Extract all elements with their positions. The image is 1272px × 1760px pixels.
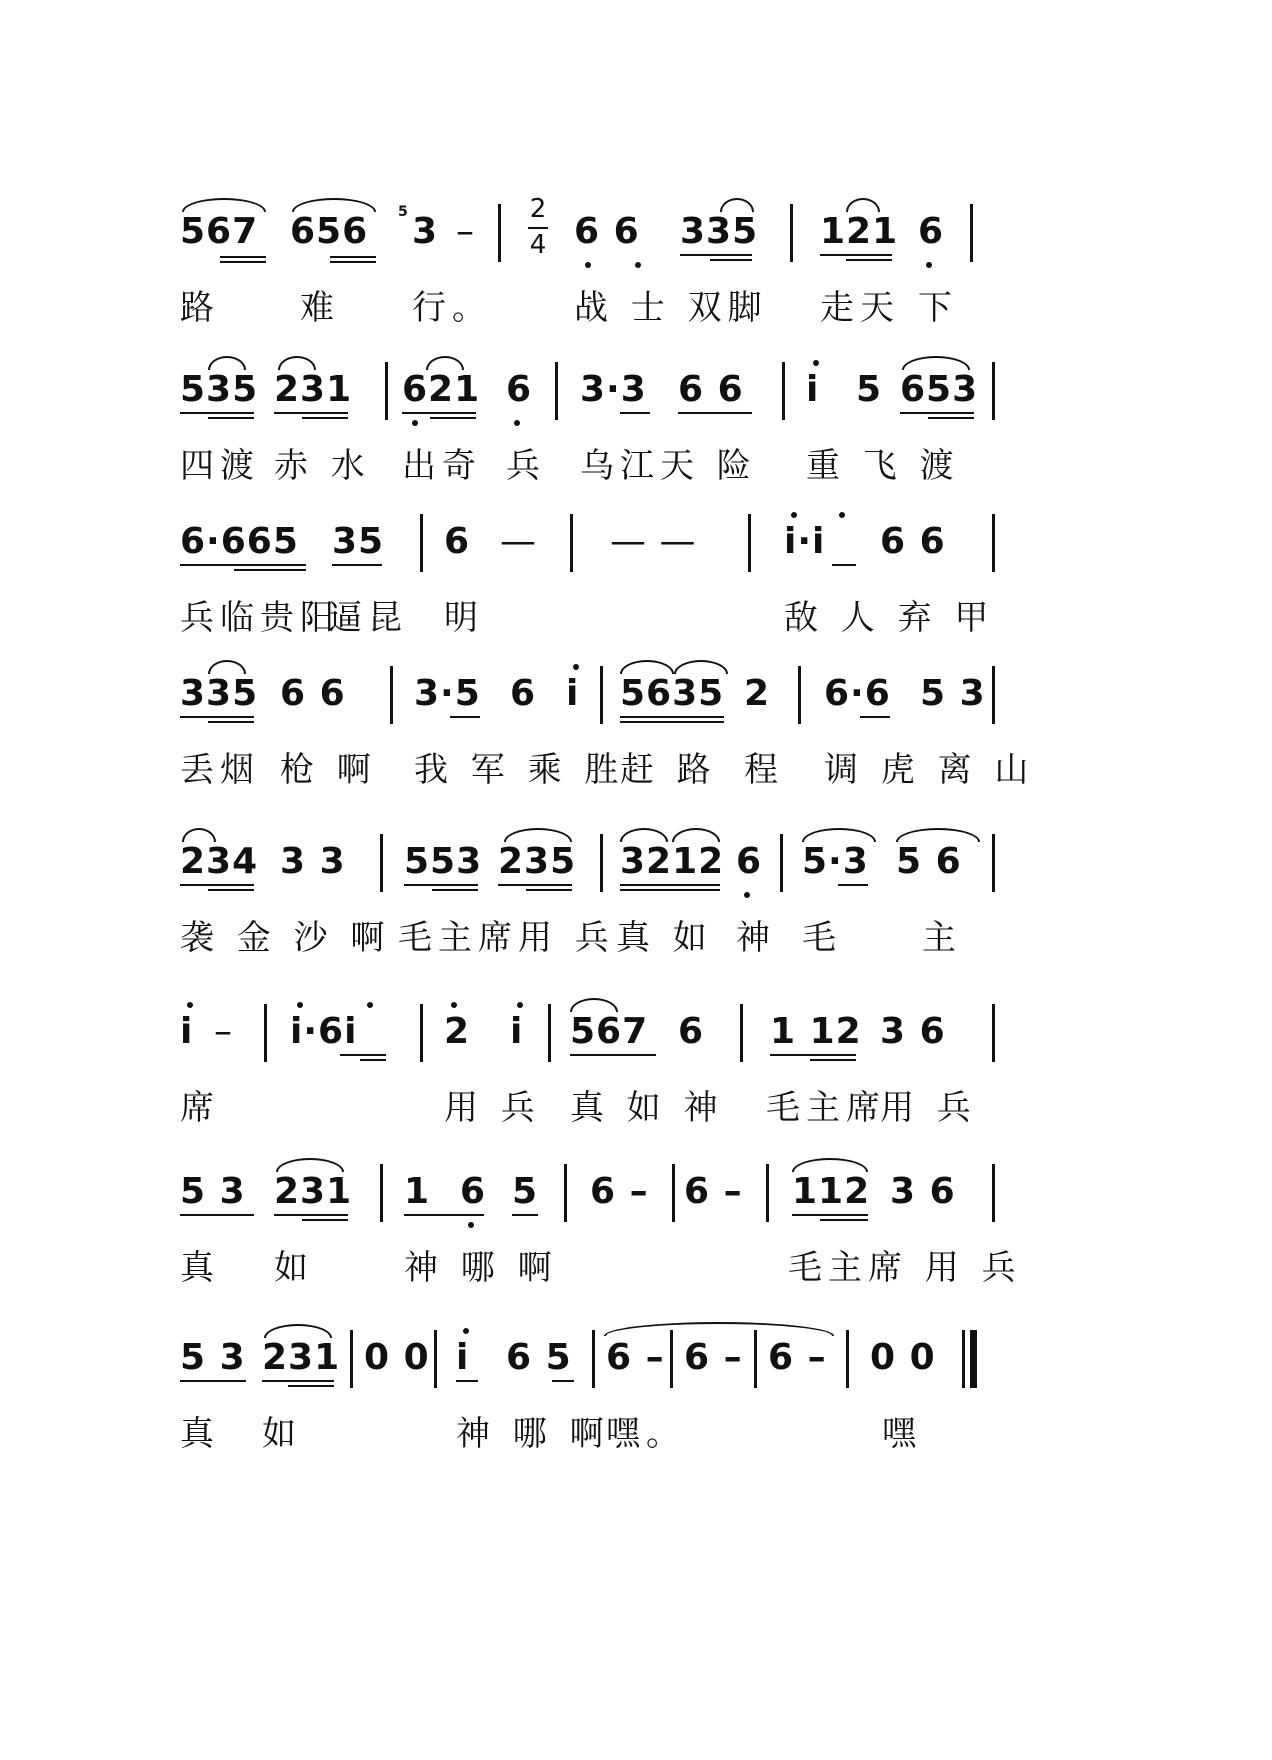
underline: [340, 1054, 386, 1056]
lyric: 赤 水: [274, 446, 371, 486]
underline: [208, 721, 254, 723]
high-dot: [791, 512, 797, 518]
lyric: 用 兵: [880, 1088, 977, 1128]
high-dot: [367, 1002, 373, 1008]
barline: [570, 514, 573, 572]
underline: [450, 716, 480, 718]
note: 5: [856, 369, 883, 410]
lyric: 重 飞 渡: [806, 446, 960, 486]
lyric: 调 虎 离 山: [824, 750, 1035, 790]
note-group: 6 –: [684, 1337, 743, 1378]
underline: [274, 412, 348, 414]
underline: [678, 412, 752, 414]
barline: [992, 514, 995, 572]
underline: [180, 412, 254, 414]
note-group: 121: [820, 211, 899, 252]
note: 2: [444, 1011, 471, 1052]
lyric: 毛主席: [766, 1088, 886, 1128]
barline: [564, 1164, 567, 1222]
high-dot: [297, 1002, 303, 1008]
underline: [792, 1214, 868, 1216]
high-dot: [517, 1002, 523, 1008]
lyric: 真 如 神: [570, 1088, 724, 1128]
barline: [548, 1004, 551, 1062]
underline: [710, 259, 752, 261]
underline: [330, 256, 376, 258]
barline: [390, 666, 393, 724]
lyric: 行。: [412, 288, 492, 328]
underline: [208, 417, 254, 419]
notation-line: [180, 652, 1100, 742]
underline: [680, 254, 752, 256]
note: i: [806, 369, 820, 410]
note-group: 35: [332, 521, 385, 562]
barline: [992, 834, 995, 892]
lyric: 敌 人 弃 甲: [784, 598, 995, 638]
note-group: 6 5: [506, 1337, 572, 1378]
underline: [770, 1054, 856, 1056]
barline: [555, 362, 558, 420]
underline: [180, 716, 254, 718]
lyric-line: [180, 918, 1100, 962]
note-group: 3212: [620, 841, 725, 882]
slur: [720, 198, 754, 212]
time-signature-bottom: 4: [529, 230, 547, 260]
note: 6: [444, 521, 471, 562]
lyric: 明: [444, 598, 484, 638]
underline: [810, 1059, 856, 1061]
underline: [274, 1214, 348, 1216]
underline: [432, 889, 478, 891]
lyric: 真 如: [616, 918, 713, 958]
note: 6: [506, 369, 533, 410]
system-7: [180, 1150, 1100, 1290]
note-group: 553: [404, 841, 483, 882]
barline: [782, 362, 785, 420]
slur: [208, 660, 246, 674]
note-group: 567: [180, 211, 259, 252]
note: i: [566, 673, 580, 714]
slur: [802, 828, 876, 842]
barline: [748, 514, 751, 572]
note: i: [510, 1011, 524, 1052]
dash: —: [500, 521, 537, 562]
slur: [292, 198, 376, 212]
slur: [846, 198, 880, 212]
slur: [426, 356, 464, 370]
notation-line: [180, 500, 1100, 590]
final-barline-thin: [962, 1330, 965, 1388]
barline: [740, 1004, 743, 1062]
note: 6: [460, 1171, 487, 1212]
barline: [420, 1004, 423, 1062]
notation-line: [180, 820, 1100, 910]
lyric-line: [180, 288, 1100, 332]
note: 6: [510, 673, 537, 714]
note-group: 567: [570, 1011, 649, 1052]
lyric: 毛: [802, 918, 842, 958]
note-group: 5635: [620, 673, 725, 714]
note-group: i·6i: [290, 1011, 358, 1052]
underline: [234, 569, 306, 571]
underline: [498, 884, 572, 886]
note-group: 335: [180, 673, 259, 714]
slur: [620, 828, 668, 842]
underline: [430, 417, 476, 419]
notation-line: [180, 1316, 1100, 1406]
barline: [498, 204, 501, 262]
low-dot: [468, 1222, 474, 1228]
system-5: [180, 820, 1100, 960]
lyric: 用 兵: [444, 1088, 541, 1128]
barline: [798, 666, 801, 724]
note-group: 3·5: [414, 673, 481, 714]
underline: [402, 412, 476, 414]
lyric: 赶 路: [620, 750, 717, 790]
barline: [790, 204, 793, 262]
grace-note: 5: [398, 204, 408, 220]
barline: [600, 834, 603, 892]
underline: [860, 716, 890, 718]
lyric: 嘿: [882, 1414, 922, 1454]
note-group: 5 3: [920, 673, 986, 714]
underline: [900, 412, 974, 414]
barline: [992, 362, 995, 420]
underline: [180, 1380, 246, 1382]
lyric-line: [180, 446, 1100, 490]
lyric: 乌江天 险: [580, 446, 757, 486]
underline: [220, 256, 266, 258]
slur: [182, 198, 266, 212]
note-group: 3·3: [580, 369, 647, 410]
slur: [620, 660, 674, 674]
underline: [820, 254, 892, 256]
underline: [620, 716, 724, 718]
underline: [302, 417, 348, 419]
note-group: 6 –: [684, 1171, 743, 1212]
time-signature-top: 2: [529, 194, 547, 224]
lyric: 兵临贵阳: [180, 598, 340, 638]
underline: [330, 261, 376, 263]
lyric-line: [180, 750, 1100, 794]
underline: [360, 1059, 386, 1061]
note-group: 6 –: [590, 1171, 649, 1212]
slur: [182, 828, 216, 842]
slur: [896, 828, 980, 842]
note-group: 234: [180, 841, 259, 882]
note-group: 656: [290, 211, 369, 252]
lyric: 兵: [506, 446, 546, 486]
underline: [220, 261, 266, 263]
system-4: [180, 652, 1100, 792]
underline: [262, 1380, 334, 1382]
note-group: 535: [180, 369, 259, 410]
lyric: 毛主席 用 兵: [788, 1248, 1022, 1288]
underline: [620, 412, 650, 414]
barline: [672, 1164, 675, 1222]
low-dot: [585, 262, 591, 268]
barline: [380, 1164, 383, 1222]
lyric: 神: [736, 918, 776, 958]
lyric: 走天: [820, 288, 900, 328]
lyric: 袭 金 沙 啊: [180, 918, 391, 958]
note-group: 6 6: [574, 211, 640, 252]
barline: [780, 834, 783, 892]
note: 1: [404, 1171, 431, 1212]
slur: [674, 660, 728, 674]
note-group: 653: [900, 369, 979, 410]
underline: [302, 1219, 348, 1221]
barline: [385, 362, 388, 420]
note: 6: [736, 841, 763, 882]
notation-line: [180, 1150, 1100, 1240]
underline: [404, 1214, 484, 1216]
note: 6: [918, 211, 945, 252]
note-group: 5·3: [802, 841, 869, 882]
lyric-line: [180, 1248, 1100, 1292]
note: 6: [678, 1011, 705, 1052]
barline: [420, 514, 423, 572]
lyric: 枪 啊: [280, 750, 377, 790]
lyric-line: [180, 1088, 1100, 1132]
lyric: 战 士 双脚: [574, 288, 768, 328]
dash: –: [456, 211, 475, 252]
slur: [208, 356, 246, 370]
lyric-line: [180, 1414, 1100, 1458]
barline: [970, 204, 973, 262]
underline: [526, 889, 572, 891]
underline: [620, 884, 720, 886]
note-group: 6·6: [824, 673, 891, 714]
slur: [902, 356, 970, 370]
underline: [820, 1219, 868, 1221]
note-group: 0 0: [870, 1337, 936, 1378]
system-2: [180, 348, 1100, 488]
note-group: 1 12: [770, 1011, 862, 1052]
underline: [180, 884, 254, 886]
note-group: 112: [792, 1171, 871, 1212]
note-group: 6 6: [678, 369, 744, 410]
system-1: [180, 190, 1100, 330]
underline: [838, 884, 868, 886]
time-signature-line: [528, 227, 548, 229]
note-group: 335: [680, 211, 759, 252]
barline: [846, 1330, 849, 1388]
low-dot: [635, 262, 641, 268]
notation-line: [180, 348, 1100, 438]
barline: [754, 1330, 757, 1388]
note-group: 6·665: [180, 521, 299, 562]
underline: [928, 417, 974, 419]
lyric: 丢烟: [180, 750, 260, 790]
note-group: 5 6: [896, 841, 962, 882]
note-group: i·i: [784, 521, 826, 562]
low-dot: [412, 420, 418, 426]
final-barline-thick: [970, 1330, 977, 1388]
barline: [600, 666, 603, 724]
lyric: 如: [274, 1248, 314, 1288]
lyric: 神 哪 啊: [456, 1414, 610, 1454]
note: i: [180, 1011, 194, 1052]
lyric: 真: [180, 1248, 220, 1288]
barline: [670, 1330, 673, 1388]
note: 2: [744, 673, 771, 714]
high-dot: [463, 1328, 469, 1334]
lyric: 神 哪 啊: [404, 1248, 558, 1288]
low-dot: [514, 420, 520, 426]
underline: [620, 721, 724, 723]
lyric: 我 军 乘 胜: [414, 750, 625, 790]
lyric: 出奇: [402, 446, 482, 486]
high-dot: [573, 664, 579, 670]
slur: [604, 1322, 834, 1336]
system-8: [180, 1316, 1100, 1456]
lyric-line: [180, 598, 1100, 642]
underline: [570, 1054, 656, 1056]
underline: [552, 1380, 574, 1382]
dash: –: [214, 1011, 233, 1052]
note-group: 5 3: [180, 1337, 246, 1378]
slur: [672, 828, 720, 842]
high-dot: [839, 512, 845, 518]
note-group: 5 3: [180, 1171, 246, 1212]
lyric: 程: [744, 750, 784, 790]
note-group: 231: [262, 1337, 341, 1378]
note-group: 3 6: [890, 1171, 956, 1212]
lyric: 真: [180, 1414, 220, 1454]
lyric: 四渡: [180, 446, 260, 486]
note-group: 231: [274, 369, 353, 410]
high-dot: [813, 360, 819, 366]
underline: [208, 889, 254, 891]
note-group: 6 6: [280, 673, 346, 714]
dash: — —: [610, 521, 697, 562]
lyric: 路: [180, 288, 220, 328]
note-group: 3 6: [880, 1011, 946, 1052]
high-dot: [451, 1002, 457, 1008]
note-group: 6 –: [768, 1337, 827, 1378]
underline: [180, 1214, 254, 1216]
underline: [288, 1385, 334, 1387]
barline: [380, 834, 383, 892]
barline: [992, 1004, 995, 1062]
slur: [278, 356, 316, 370]
underline: [832, 564, 856, 566]
note-group: 3 3: [280, 841, 346, 882]
note-group: 235: [498, 841, 577, 882]
system-3: [180, 500, 1100, 640]
slur: [264, 1324, 332, 1338]
notation-line: [180, 990, 1100, 1080]
lyric: 毛主席用 兵: [398, 918, 615, 958]
underline: [620, 889, 720, 891]
barline: [766, 1164, 769, 1222]
barline: [264, 1004, 267, 1062]
note: i: [456, 1337, 470, 1378]
barline: [434, 1330, 437, 1388]
slur: [792, 1158, 868, 1172]
lyric: 难: [300, 288, 340, 328]
lyric: 主: [922, 918, 962, 958]
barline: [992, 1164, 995, 1222]
system-6: [180, 990, 1100, 1130]
slur: [504, 828, 572, 842]
notation-line: [180, 190, 1100, 280]
note-group: 6 6: [880, 521, 946, 562]
slur: [276, 1158, 344, 1172]
underline: [846, 259, 892, 261]
lyric: 嘿。: [606, 1414, 686, 1454]
underline: [180, 564, 306, 566]
note-group: 231: [274, 1171, 353, 1212]
slur: [570, 998, 618, 1012]
barline: [592, 1330, 595, 1388]
note-group: 6 –: [606, 1337, 665, 1378]
barline: [992, 666, 995, 724]
note: 3: [412, 211, 439, 252]
lyric: 下: [918, 288, 958, 328]
underline: [404, 884, 478, 886]
lyric: 席: [180, 1088, 220, 1128]
underline: [456, 1380, 478, 1382]
lyric: 如: [262, 1414, 302, 1454]
barline: [350, 1330, 353, 1388]
lyric: 逼昆: [328, 598, 408, 638]
note: 5: [512, 1171, 539, 1212]
low-dot: [926, 262, 932, 268]
low-dot: [744, 892, 750, 898]
note-group: 0 0: [364, 1337, 430, 1378]
underline: [512, 1214, 538, 1216]
note-group: 621: [402, 369, 481, 410]
high-dot: [187, 1002, 193, 1008]
underline: [332, 564, 382, 566]
